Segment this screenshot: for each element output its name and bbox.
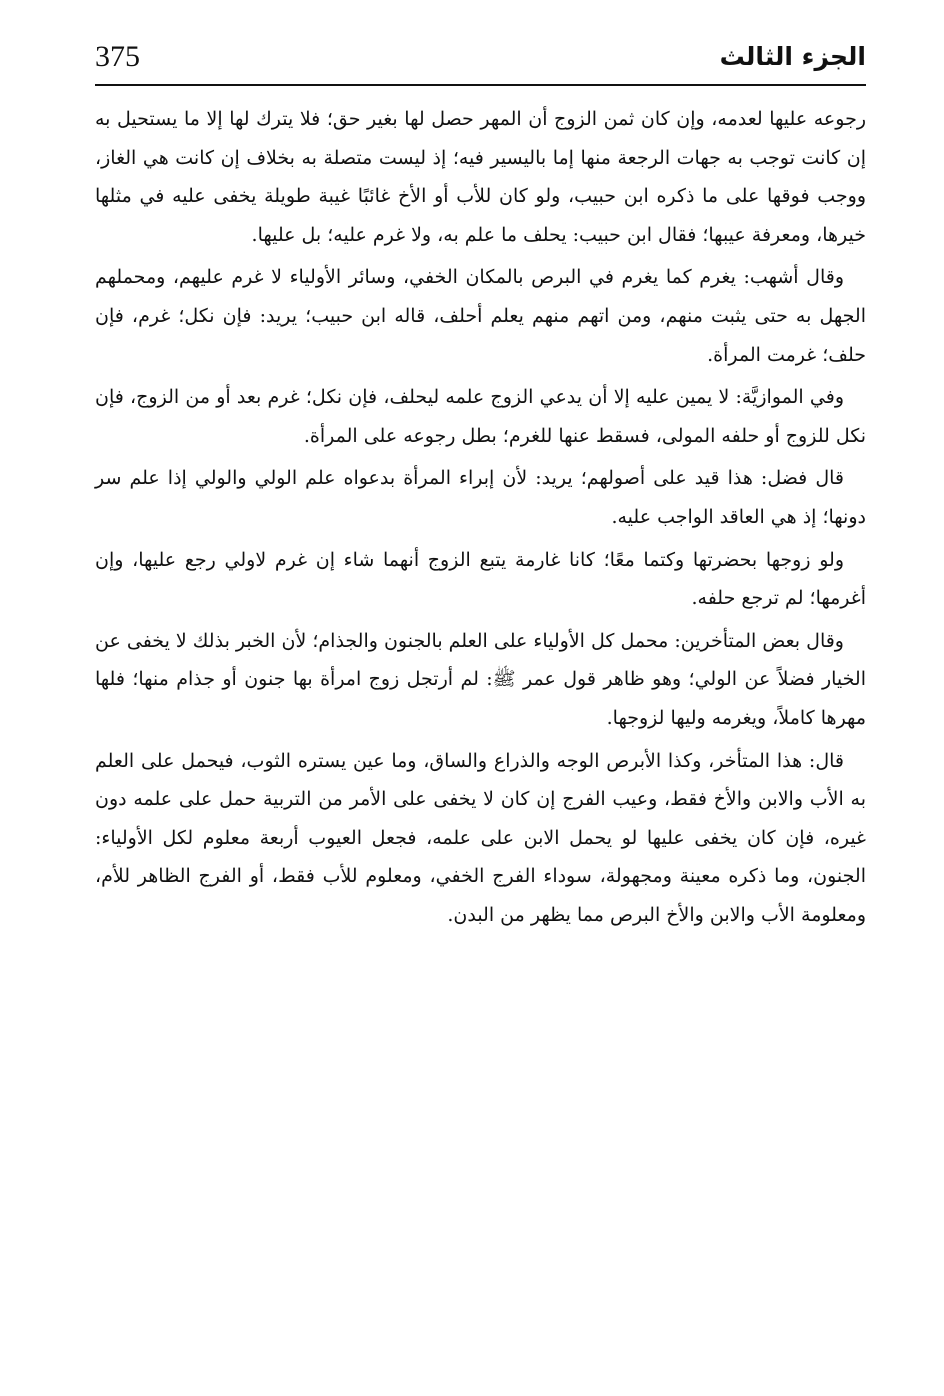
paragraph: وفي الموازيَّة: لا يمين عليه إلا أن يدعي الزوج علمه ليحلف، فإن نكل؛ غرم بعد أو من الزوج، فإن نكل للزوج أو حلفه المولى، فسقط عنها للغرم؛ بطل رجوعه على المرأة.	[95, 386, 866, 447]
paragraph: ولو زوجها بحضرتها وكتما معًا؛ كانا غارمة يتبع الزوج أنهما شاء إن غرم لاولي رجع عليها، وإن أغرمها؛ لم ترجع حلفه.	[95, 548, 866, 610]
page-body	[95, 100, 866, 938]
page-number: 375	[95, 40, 140, 73]
header-rule	[95, 84, 866, 86]
paragraph: قال فضل: هذا قيد على أصولهم؛ يريد: لأن إبراء المرأة بدعواه علم الولي والولي إذا علم سر دونها؛ إذ هي العاقد الواجب عليه.	[95, 467, 866, 528]
running-title: الجزء الثالث	[719, 42, 866, 71]
page-header	[95, 40, 866, 86]
paragraph: وقال بعض المتأخرين: محمل كل الأولياء على العلم بالجنون والجذام؛ لأن الخبر بذلك لا يخفى عن الخيار فضلاً عن الولي؛ وهو ظاهر قول عمر ﷺ: لم أرتجل زوج امرأة بها جنون أو جذام منها؛ فلها مهرها كاملاً، ويغرمه وليها لزوجها.	[95, 629, 866, 729]
paragraph: وقال أشهب: يغرم كما يغرم في البرص بالمكان الخفي، وسائر الأولياء لا غرم عليهم، ومحملهم الجهل به حتى يثبت منهم، ومن اتهم منهم يعلم أحلف، قاله ابن حبيب؛ يريد: فإن نكل؛ غرم، فإن حلف؛ غرمت المرأة.	[95, 266, 866, 366]
paragraph: رجوعه عليها لعدمه، وإن كان ثمن الزوج أن المهر حصل لها بغير حق؛ فلا يترك لها إلا ما يستحيل به إن كانت توجب به جهات الرجعة منها إما باليسير فيه؛ إذ ليست متصلة به بخلاف إن كانت هي الغاز، ووجب فوقها على ما ذكره ابن حبيب، ولو كان للأب أو الأخ غائبًا غيبة طويلة يخفى عليه في مثلها خيرها، ومعرفة عيبها؛ فقال ابن حبيب: يحلف ما علم به، ولا غرم عليه؛ بل عليها.	[95, 108, 866, 246]
paragraph: قال: هذا المتأخر، وكذا الأبرص الوجه والذراع والساق، وما عين يستره الثوب، فيحمل على العلم به الأب والابن والأخ فقط، وعيب الفرج إن كان لا يخفى على الأمر من التربية حمل على علمه دون غيره، فإن كان يخفى عليها لو يحمل الابن على علمه، فجعل العيوب أربعة معلوم لكل الأولياء: الجنون، وما ذكره معينة ومجهولة، سوداء الفرج الخفي، ومعلوم للأب فقط، أو الفرج الظاهر للأم، ومعلومة الأب والابن والأخ البرص مما يظهر من البدن.	[95, 749, 866, 926]
